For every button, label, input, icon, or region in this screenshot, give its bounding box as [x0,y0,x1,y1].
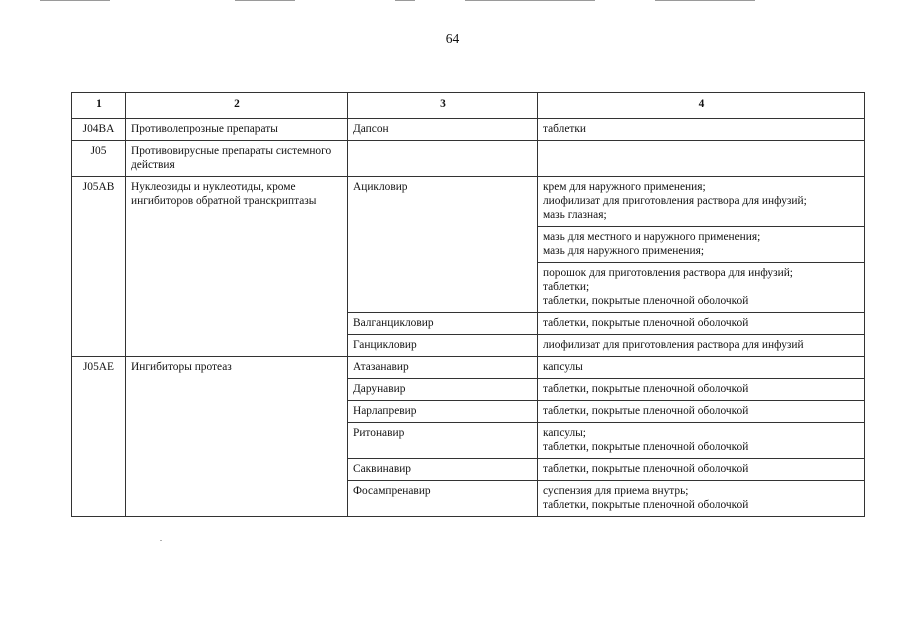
dosage-form-line: капсулы; [543,427,586,439]
dosage-form-line: таблетки [543,123,587,135]
scan-mark [160,540,162,541]
atc-code-cell: J05AB [72,177,126,357]
dosage-form-line: таблетки; [543,281,590,293]
drug-name-cell [348,141,538,177]
drug-name-cell: Дарунавир [348,379,538,401]
dosage-form-cell [538,481,865,517]
table-row [72,141,865,177]
drug-name-cell: Ацикловир [348,177,538,313]
drug-name-cell: Нарлапревир [348,401,538,423]
top-rule-5 [655,0,755,1]
table-body [72,119,865,517]
table-row [72,119,865,141]
atc-code-cell: J05 [72,141,126,177]
table-header [72,93,865,119]
dosage-form-cell [538,335,865,357]
dosage-form-cell [538,313,865,335]
top-rule-4 [465,0,595,1]
top-rule-1 [40,0,110,1]
column-header-2: 2 [126,93,348,119]
dosage-form-line: таблетки, покрытые пленочной оболочкой [543,405,749,417]
group-name-cell: Противолепрозные препараты [126,119,348,141]
table-row [72,357,865,379]
drug-name-cell: Атазанавир [348,357,538,379]
dosage-form-cell [538,141,865,177]
header-row [72,93,865,119]
drug-name-cell: Дапсон [348,119,538,141]
dosage-form-line: лиофилизат для приготовления раствора для инфузий [543,339,804,351]
dosage-form-line: таблетки, покрытые пленочной оболочкой [543,463,749,475]
page-number: 64 [445,31,460,46]
dosage-form-cell [538,177,865,227]
top-rule-2 [235,0,295,1]
dosage-form-cell [538,227,865,263]
dosage-form-cell [538,423,865,459]
column-header-4: 4 [538,93,865,119]
atc-code-cell: J04BA [72,119,126,141]
dosage-form-cell [538,459,865,481]
dosage-form-line: мазь глазная; [543,209,607,221]
dosage-form-line: таблетки, покрытые пленочной оболочкой [543,383,749,395]
drug-name-cell: Фосампренавир [348,481,538,517]
dosage-form-cell [538,379,865,401]
dosage-form-line: порошок для приготовления раствора для инфузий; [543,267,793,279]
drug-name-cell: Валганцикловир [348,313,538,335]
dosage-form-cell [538,119,865,141]
top-rule-3 [395,0,415,1]
dosage-form-line: капсулы [543,361,583,373]
dosage-form-line: крем для наружного применения; [543,181,706,193]
dosage-form-line: таблетки, покрытые пленочной оболочкой [543,295,749,307]
group-name-cell: Противовирусные препараты системного действия [126,141,348,177]
drug-name-cell: Ганцикловир [348,335,538,357]
dosage-form-line: мазь для местного и наружного применения; [543,231,761,243]
dosage-form-line: мазь для наружного применения; [543,245,705,257]
table-row [72,177,865,227]
column-header-3: 3 [348,93,538,119]
dosage-form-line: таблетки, покрытые пленочной оболочкой [543,499,749,511]
group-name-cell: Ингибиторы протеаз [126,357,348,517]
drug-name-cell: Ритонавир [348,423,538,459]
atc-code-cell: J05AE [72,357,126,517]
group-name-cell: Нуклеозиды и нуклеотиды, кроме ингибиторов обратной транскриптазы [126,177,348,357]
dosage-form-cell [538,263,865,313]
column-header-1: 1 [72,93,126,119]
dosage-form-cell [538,357,865,379]
dosage-form-line: таблетки, покрытые пленочной оболочкой [543,317,749,329]
drug-name-cell: Саквинавир [348,459,538,481]
dosage-form-line: суспензия для приема внутрь; [543,485,689,497]
medicines-table [71,92,865,517]
dosage-form-line: лиофилизат для приготовления раствора для инфузий; [543,195,807,207]
dosage-form-line: таблетки, покрытые пленочной оболочкой [543,441,749,453]
dosage-form-cell [538,401,865,423]
